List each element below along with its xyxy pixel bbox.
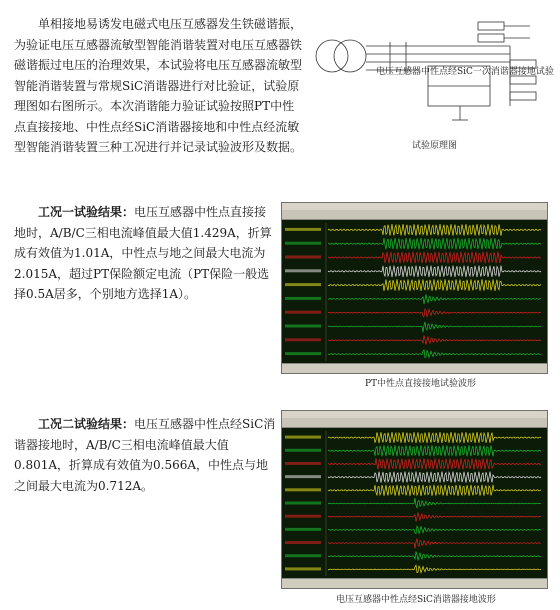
scope-channel-label bbox=[285, 528, 321, 531]
scope-channel-label bbox=[285, 256, 321, 259]
scope-channel-label bbox=[285, 352, 321, 355]
result1-label: 工况一试验结果： bbox=[38, 205, 135, 219]
intro-paragraph bbox=[14, 14, 306, 158]
scope-statusbar bbox=[282, 363, 547, 373]
scope-titlebar bbox=[282, 411, 547, 418]
scope-trace bbox=[328, 266, 541, 278]
result1-paragraph bbox=[14, 202, 276, 305]
scope-channel-label bbox=[285, 436, 321, 439]
scope-channel-label bbox=[285, 449, 321, 452]
scope-trace bbox=[328, 252, 541, 264]
waveform-caption-2: 电压互感器中性点经SiC消谐器接地波形 bbox=[336, 595, 496, 605]
scope-channel-label bbox=[285, 541, 321, 544]
scope-trace bbox=[328, 526, 541, 533]
scope-channel-label bbox=[285, 311, 321, 314]
scope-channel-label bbox=[285, 242, 321, 245]
scope-channel-label bbox=[285, 325, 321, 328]
result2-paragraph bbox=[14, 414, 276, 496]
scope-toolbar bbox=[282, 418, 547, 428]
scope-trace bbox=[328, 295, 541, 305]
scope-channel-label bbox=[285, 283, 321, 286]
scope-channel-label bbox=[285, 515, 321, 518]
scope-trace bbox=[328, 512, 541, 521]
scope-trace bbox=[328, 485, 541, 496]
waveform-caption-1: PT中性点直接接地试验波形 bbox=[365, 379, 477, 389]
scope-channel-label bbox=[285, 554, 321, 557]
scope-channel-label bbox=[285, 488, 321, 491]
scope-trace bbox=[328, 565, 541, 572]
scope-channel-label bbox=[285, 462, 321, 465]
waveform-screenshot-1 bbox=[281, 202, 548, 374]
scope-channel-label bbox=[285, 567, 321, 570]
scope-toolbar bbox=[282, 210, 547, 220]
scope-channel-label bbox=[285, 338, 321, 341]
scope-trace bbox=[328, 432, 541, 443]
scope-channel-label bbox=[285, 269, 321, 272]
result2-text: 电压互感器中性点经SiC消谐器接地时，A/B/C三相电流峰值最大值0.801A，折算成有效值为0.566A，中性点与地之间最大电流为0.712A。 bbox=[14, 417, 276, 493]
scope-trace bbox=[328, 309, 541, 317]
scope-trace bbox=[328, 335, 541, 344]
schematic-overlay-title: 电压互感器中性点经SiC一次消谐器接地试验 bbox=[376, 67, 554, 77]
result2-label: 工况二试验结果： bbox=[38, 417, 135, 431]
scope-trace bbox=[328, 350, 541, 358]
scope-trace bbox=[328, 498, 541, 508]
scope-trace bbox=[328, 539, 541, 549]
intro-text: 单相接地易诱发电磁式电压互感器发生铁磁谐振，为验证电压互感器流敏型智能消谐装置对电压互感器铁磁谐振过电压的治理效果，本试验将电压互感器流敏型智能消谐装置与常规SiC消谐器进行对比验证，试验原理图如右图所示。本次消谐能力验证试验按照PT中性点直接接地、中性点经SiC消谐器接地和中性点经流敏型智能消谐装置三种工况进行并记录试验波形及数据。 bbox=[14, 17, 303, 154]
scope-trace bbox=[328, 472, 541, 483]
scope-titlebar bbox=[282, 203, 547, 210]
scope-trace bbox=[328, 552, 541, 561]
result1-text: 电压互感器中性点直接接地时，A/B/C三相电流峰值最大值1.429A，折算成有效值为1.01A，中性点与地之间最大电流为2.015A，超过PT保险额定电流（PT保险一般选择0.5A居多，个别地方选择1A）。 bbox=[14, 205, 272, 301]
scope-trace bbox=[328, 224, 541, 236]
scope-channel-label bbox=[285, 297, 321, 300]
scope-trace bbox=[328, 322, 541, 332]
scope-channel-label bbox=[285, 228, 321, 231]
scope-channel-label bbox=[285, 475, 321, 478]
waveform-screenshot-2 bbox=[281, 410, 548, 589]
scope-statusbar bbox=[282, 578, 547, 588]
schematic-caption: 试验原理图 bbox=[412, 141, 458, 151]
scope-trace bbox=[328, 238, 541, 250]
scope-trace bbox=[328, 279, 541, 291]
scope-trace bbox=[328, 445, 541, 456]
scope-channel-label bbox=[285, 502, 321, 505]
scope-trace bbox=[328, 458, 541, 469]
